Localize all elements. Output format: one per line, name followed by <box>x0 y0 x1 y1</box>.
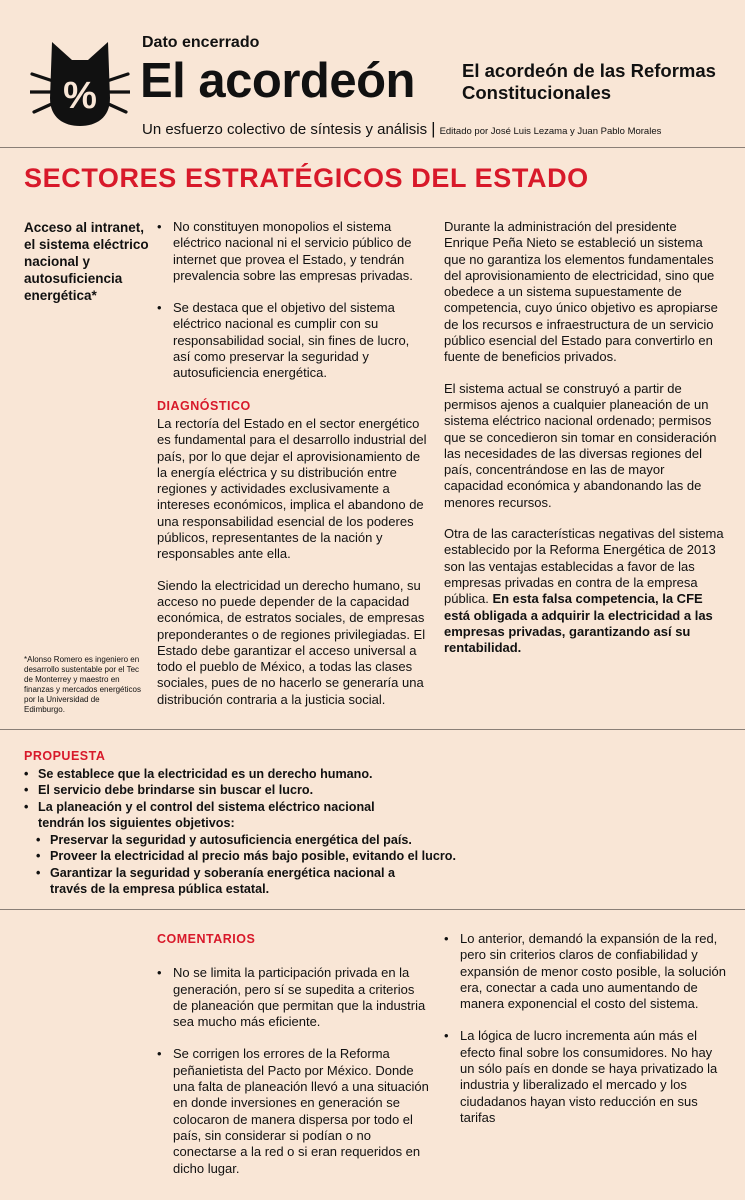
list-item: • Lo anterior, demandó la expansión de la red, pero sin criterios claros de confiabilidad y expansión de menor costo posible, la solución era, conectar a cada uno aumentando de manera exponencial el costo del sistema. <box>444 931 726 1012</box>
comentarios-left <box>157 931 429 1193</box>
article-topic: Acceso al intranet, el sistema eléctrico nacional y autosuficiencia energética* <box>24 220 149 303</box>
paragraph: Siendo la electricidad un derecho humano, su acceso no puede depender de la capacidad económica, de estratos sociales, de empresas preponderantes o de regiones privilegiadas. El Estado debe garantizar el acceso universal a todo el pueblo de México, a todas las clases sociales, pues de no hacerlo se generaría una distribución contraria a la justicia social. <box>157 577 426 707</box>
masthead <box>0 0 745 147</box>
list-item: • La planeación y el control del sistema eléctrico nacional tendrán los siguientes objetivos: <box>24 799 424 832</box>
highlight-text: En esta falsa competencia, la CFE está obligada a adquirir la electricidad a las empresas privadas, garantizando así su rentabilidad. <box>444 591 713 656</box>
list-item: • No se limita la participación privada en la generación, pero sí se supedita a criterios de planeación que permitan que la industria sea mucho más eficiente. <box>157 965 429 1030</box>
section-divider <box>0 909 745 910</box>
paragraph: Durante la administración del presidente Enrique Peña Nieto se estableció un sistema que no garantiza los elementos fundamentales del aprovisionamiento de electricidad, sino que obedece a un sistema supuestamente de competencia, cuyo único objetivo es apropiarse de los recursos e infraestructura de un servicio público esencial del Estado para convertirlo en fuente de beneficios privados. <box>444 219 718 365</box>
edited-by: Editado por José Luis Lezama y Juan Pablo Morales <box>439 126 662 137</box>
list-item: • El servicio debe brindarse sin buscar el lucro. <box>24 782 484 799</box>
list-item: • Se corrigen los errores de la Reforma peñanietista del Pacto por México. Donde una falta de planeación llevó a una situación en donde inversiones en generación se colocaron de manera dispersa por todo el país, sin considerar si podían o no conectarse a la red o si eran requeridos en dicho lugar. <box>157 1046 429 1176</box>
list-item: • La lógica de lucro incrementa aún más el efecto final sobre los consumidores. No hay un sólo país en donde se haya privatizado la industria y liberalizado el mercado y los ciudadanos hayan visto reducción en sus tarifas <box>444 1028 726 1126</box>
paragraph: El sistema actual se construyó a partir de permisos ajenos a cualquier planeación de un sistema eléctrico nacional ordenado; permisos que se concedieron sin tomar en consideración las necesidades de las diversas regiones del país, concentrándose en las de mayor capacidad económica y abandonando las de menores recursos. <box>444 380 717 510</box>
diagnostico-heading: DIAGNÓSTICO <box>157 398 251 413</box>
kicker: Dato encerrado <box>142 34 260 51</box>
tagline <box>142 119 661 139</box>
section-title: SECTORES ESTRATÉGICOS DEL ESTADO <box>24 163 589 193</box>
section-divider <box>0 729 745 730</box>
series-title: El acordeón de las Reformas Constitucionales <box>462 60 716 103</box>
tagline-separator: | <box>431 119 436 138</box>
percent-symbol: % <box>63 75 97 117</box>
paragraph <box>444 526 724 656</box>
comentarios-heading: COMENTARIOS <box>157 932 256 946</box>
column-2 <box>444 219 724 671</box>
list-item: • Garantizar la seguridad y soberanía energética nacional a través de la empresa pública estatal. <box>36 865 431 898</box>
paragraph: La rectoría del Estado en el sector energético es fundamental para el desarrollo industrial del país, por lo que dejar el aprovisionamiento de la energía eléctrica y su distribución entre regiones y actividades exclusivamente a intereses económicos, implica el abandono de una responsabilidad esencial de los poderes públicos, representantes de la nación y responsables ante ella. <box>157 415 427 562</box>
cat-logo-icon <box>30 38 130 128</box>
author-footnote: *Alonso Romero es ingeniero en desarrollo sustentable por el Tec de Monterrey y maestro en finanzas y mercados energéticos por la Universidad de Edimburgo. <box>24 655 141 714</box>
header-divider <box>0 147 745 148</box>
masthead-title: El acordeón <box>140 54 415 108</box>
column-1 <box>157 219 427 723</box>
tagline-text: Un esfuerzo colectivo de síntesis y análisis <box>142 121 428 138</box>
list-item: • Se establece que la electricidad es un derecho humano. <box>24 766 484 783</box>
list-item: • Proveer la electricidad al precio más bajo posible, evitando el lucro. <box>36 848 484 865</box>
list-item: • Preservar la seguridad y autosuficiencia energética del país. <box>36 832 484 849</box>
propuesta-heading: PROPUESTA <box>24 749 106 763</box>
propuesta-section <box>24 748 484 898</box>
list-item: • Se destaca que el objetivo del sistema eléctrico nacional es cumplir con su responsabilidad social, sin fines de lucro, así como preservar la seguridad y autosuficiencia energética. <box>157 300 427 381</box>
list-item: • No constituyen monopolios el sistema eléctrico nacional ni el servicio público de internet que provea el Estado, y tendrán prevalencia sobre las empresas privadas. <box>157 219 427 284</box>
comentarios-right <box>444 931 726 1142</box>
paragraph-text: Otra de las características negativas del sistema establecido por la Reforma Energética de 2013 son las ventajas establecidas a favor de las empresas privadas en contra de la empresa pública. <box>444 526 724 607</box>
